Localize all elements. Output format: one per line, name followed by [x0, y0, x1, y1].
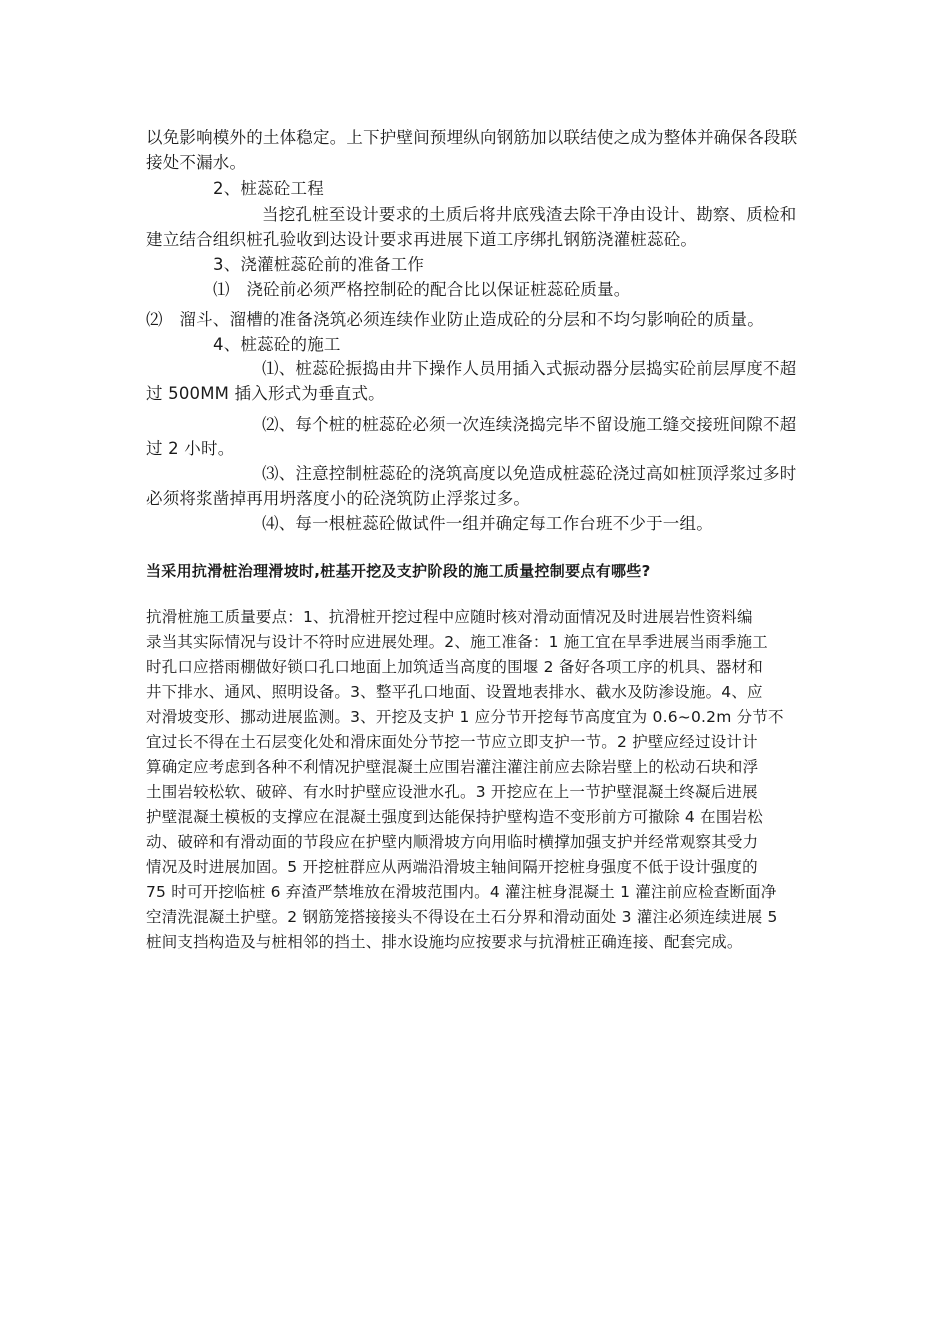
question-heading: 当采用抗滑桩治理滑坡时,桩基开挖及支护阶段的施工质量控制要点有哪些?: [146, 562, 651, 580]
list-item: ⑴ 浇砼前必须严格控制砼的配合比以保证桩蕊砼质量。: [213, 280, 631, 299]
answer-line: 75 时可开挖临桩 6 弃渣严禁堆放在滑坡范围内。4 灌注桩身混凝土 1 灌注前应检查断面净: [146, 883, 777, 901]
text-line: 过 500MM 插入形式为垂直式。: [146, 384, 385, 403]
list-item: ⑴、桩蕊砼振捣由井下操作人员用插入式振动器分层捣实砼前层厚度不超: [262, 359, 797, 378]
list-item: ⑶、注意控制桩蕊砼的浇筑高度以免造成桩蕊砼浇过高如桩顶浮浆过多时: [262, 464, 797, 483]
text-line: 过 2 小时。: [146, 439, 235, 458]
text-line: 接处不漏水。: [146, 153, 247, 172]
list-item: ⑷、每一根桩蕊砼做试件一组并确定每工作台班不少于一组。: [262, 514, 713, 533]
text-line: 当挖孔桩至设计要求的土质后将井底残渣去除干净由设计、勘察、质检和: [262, 205, 797, 224]
subsection-heading: 2、桩蕊砼工程: [213, 179, 324, 198]
list-item: ⑵ 溜斗、溜槽的准备浇筑必须连续作业防止造成砼的分层和不均匀影响砼的质量。: [146, 310, 764, 329]
subsection-heading: 3、浇灌桩蕊砼前的准备工作: [213, 255, 425, 274]
answer-line: 抗滑桩施工质量要点：1、抗滑桩开挖过程中应随时核对滑动面情况及时进展岩性资料编: [146, 608, 753, 626]
answer-line: 对滑坡变形、挪动进展监测。3、开挖及支护 1 应分节开挖每节高度宜为 0.6~0.2m 分节不: [146, 708, 784, 726]
answer-line: 桩间支挡构造及与桩相邻的挡土、排水设施均应按要求与抗滑桩正确连接、配套完成。: [146, 933, 743, 951]
answer-line: 情况及时进展加固。5 开挖桩群应从两端沿滑坡主轴间隔开挖桩身强度不低于设计强度的: [146, 858, 758, 876]
answer-line: 宜过长不得在土石层变化处和滑床面处分节挖一节应立即支护一节。2 护壁应经过设计计: [146, 733, 758, 751]
text-line: 建立结合组织桩孔验收到达设计要求再进展下道工序绑扎钢筋浇灌桩蕊砼。: [146, 230, 698, 249]
answer-line: 空清洗混凝土护壁。2 钢筋笼搭接接头不得设在土石分界和滑动面处 3 灌注必须连续进展 5: [146, 908, 778, 926]
answer-line: 井下排水、通风、照明设备。3、整平孔口地面、设置地表排水、截水及防渗设施。4、应: [146, 683, 763, 701]
subsection-heading: 4、桩蕊砼的施工: [213, 335, 341, 354]
list-item: ⑵、每个桩的桩蕊砼必须一次连续浇捣完毕不留设施工缝交接班间隙不超: [262, 415, 797, 434]
text-line: 必须将浆凿掉再用坍落度小的砼浇筑防止浮浆过多。: [146, 489, 531, 508]
answer-line: 时孔口应搭雨棚做好锁口孔口地面上加筑适当高度的围堰 2 备好各项工序的机具、器材和: [146, 658, 763, 676]
answer-line: 算确定应考虑到各种不利情况护壁混凝土应围岩灌注灌注前应去除岩壁上的松动石块和浮: [146, 758, 759, 776]
answer-line: 录当其实际情况与设计不符时应进展处理。2、施工准备：1 施工宜在旱季进展当雨季施工: [146, 633, 768, 651]
answer-line: 动、破碎和有滑动面的节段应在护壁内顺滑坡方向用临时横撑加强支护并经常观察其受力: [146, 833, 759, 851]
answer-line: 护壁混凝土模板的支撑应在混凝土强度到达能保持护壁构造不变形前方可撤除 4 在围岩松: [146, 808, 763, 826]
answer-line: 土围岩较松软、破碎、有水时护壁应设泄水孔。3 开挖应在上一节护壁混凝土终凝后进展: [146, 783, 758, 801]
text-line: 以免影响模外的土体稳定。上下护壁间预埋纵向钢筋加以联结使之成为整体并确保各段联: [146, 128, 798, 147]
